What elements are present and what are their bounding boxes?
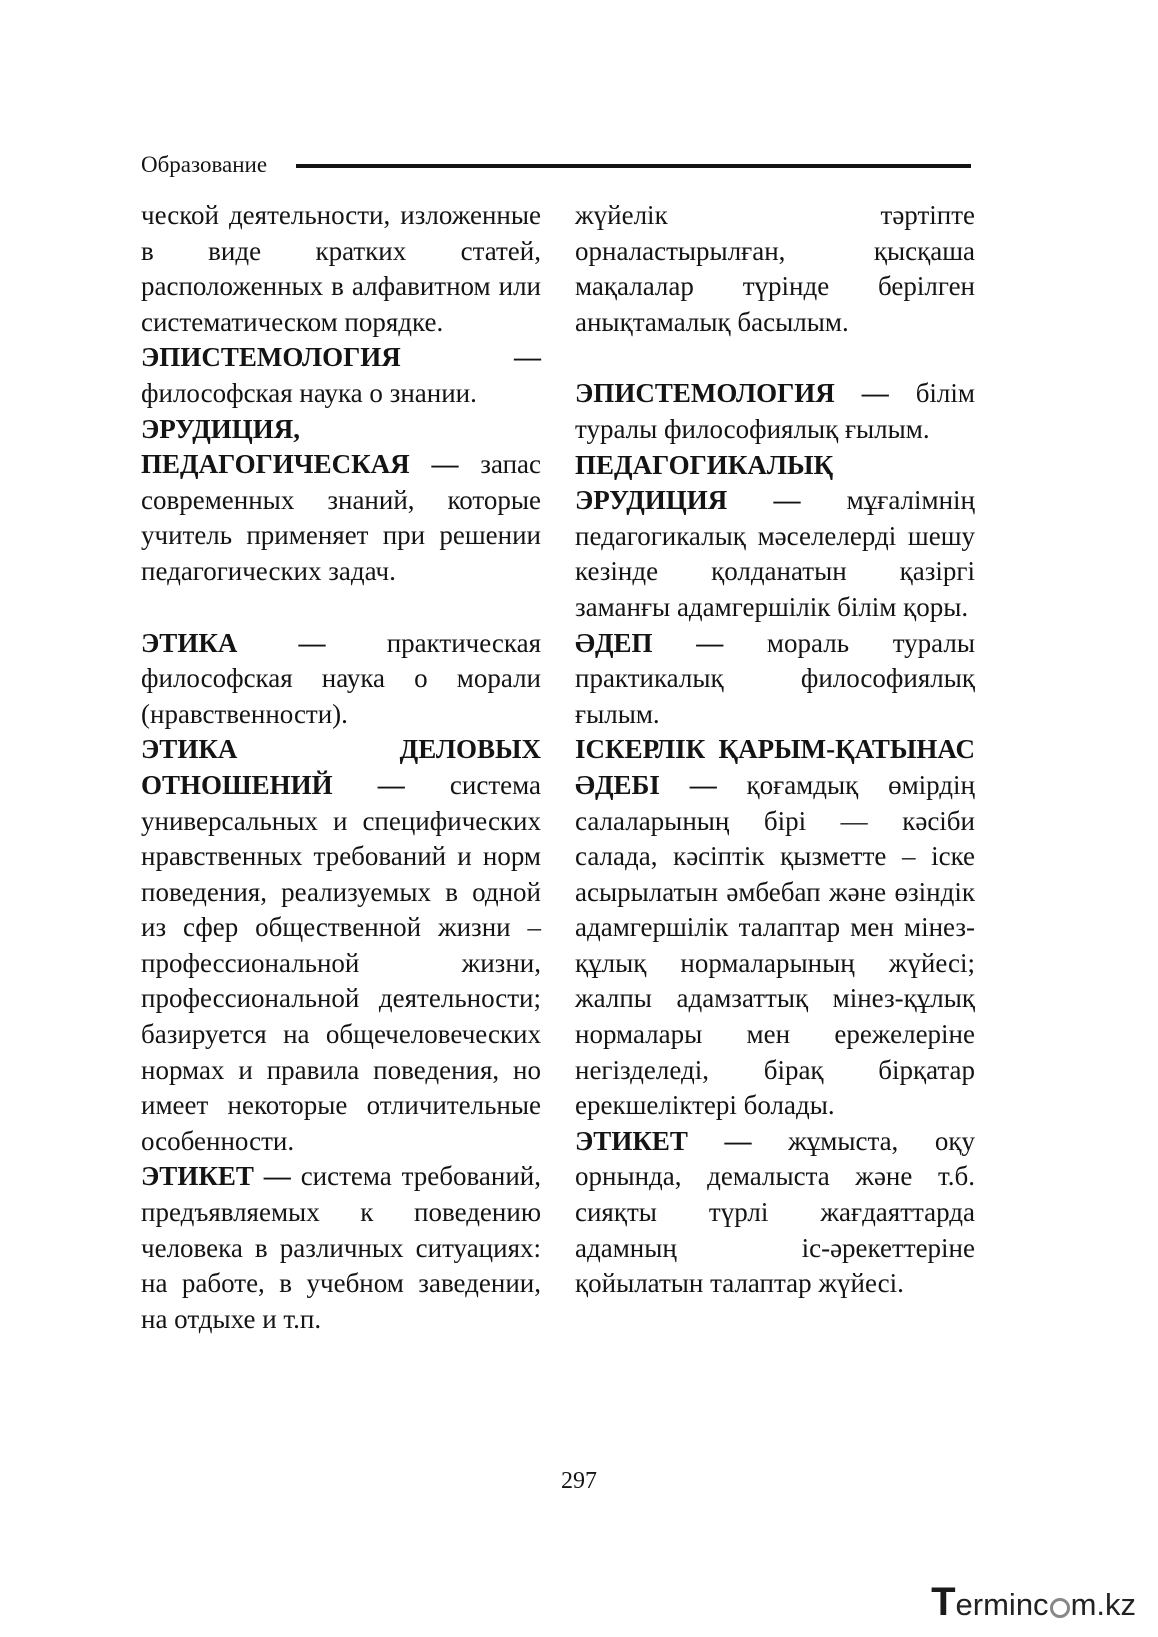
entry-definition: система универсальных и специфических нравственных требований и норм поведения, реализуемых в одной из сфер общественной жизни – профессиональной жизни, профессиональной деятельности; базируется на общечеловеческих нормах и правила поведения, но имеет некоторые отличительные особенности. [141, 769, 541, 1156]
entry-term: ЭРУДИЦИЯ, ПЕДАГОГИЧЕСКАЯ — [141, 413, 459, 480]
entry-term: ЭПИСТЕМОЛОГИЯ — [141, 342, 541, 373]
entry-term: ІСКЕРЛІК ҚАРЫМ-ҚАТЫНАС ӘДЕБІ — [575, 734, 975, 800]
watermark-domain: m.kz [1070, 1587, 1136, 1622]
entry-definition: философская наука о знании. [141, 377, 477, 408]
entry-definition: білім туралы философиялық ғылым. [575, 378, 975, 444]
running-header [141, 148, 971, 182]
continuation-text: жүйелік тәртіпте орналастырылған, қысқаша мақалалар түрінде берілген анықтамалық басылым. [575, 200, 975, 337]
entry-epistemology [141, 340, 541, 411]
entry-term: ӘДЕП — [575, 627, 724, 658]
watermark-first-letter: T [931, 1580, 956, 1624]
entry-business-ethics [141, 732, 541, 1159]
entry-ethics [141, 626, 541, 733]
left-column-russian [141, 198, 541, 1337]
entry-etiquette [141, 1159, 541, 1337]
entry-term: ПЕДАГОГИКАЛЫҚ ЭРУДИЦИЯ — [575, 449, 834, 516]
entry-business-ethics [575, 732, 975, 1124]
entry-term: ЭТИКА — [141, 627, 326, 658]
magnifier-icon [1050, 1598, 1070, 1618]
entry-definition: система требований, предъявляемых к поведению человека в различных ситуациях: на работе, в учебном заведении, на отдыхе и т.п. [141, 1161, 541, 1334]
entry-pedagogical-erudition [575, 448, 975, 626]
entry-definition: мұғалімнің педагогикалық мәселелерді шешу кезінде қолданатын қазіргі заманғы адамгершілік білім қоры. [575, 485, 976, 622]
entry-term: ЭТИКЕТ — [141, 1161, 291, 1192]
entry-pedagogical-erudition [141, 412, 541, 590]
entry-term: ЭТИКА ДЕЛОВЫХ ОТНОШЕНИЙ — [141, 734, 541, 800]
right-column-kazakh [575, 198, 975, 1302]
entry-etiquette [575, 1124, 975, 1302]
page-number: 297 [561, 1468, 597, 1494]
entry-definition: жұмыста, оқу орнында, демалыста және т.б. сияқты түрлі жағдаяттарда адамның іс-әрекеттеріне қойылатын талаптар жүйесі. [575, 1125, 975, 1299]
entry-term: ЭТИКЕТ — [575, 1125, 752, 1156]
entry-definition: қоғамдық өмірдің салаларының бірі — кәсіби салада, кәсіптік қызметте – іске асырылатын әмбебап және өзіндік адамгершілік талаптар мен мінез-құлық нормаларының жүйесі; жалпы адамзаттық мінез-құлық нормалары мен ережелеріне негізделеді, бірақ бірқатар ерекшеліктері болады. [575, 769, 975, 1121]
watermark-text: erminc [955, 1587, 1049, 1622]
entry-ethics [575, 626, 975, 733]
entry-epistemology [575, 376, 975, 447]
entry-definition: практическая философская наука о морали (нравственности). [141, 627, 541, 729]
continuation-text: ческой деятельности, изложенные в виде кратких статей, расположенных в алфавитном или систематическом порядке. [141, 200, 541, 337]
termincom-watermark [931, 1582, 1136, 1625]
entry-definition: мораль туралы практикалық философиялық ғылым. [575, 627, 975, 729]
entry-term: ЭПИСТЕМОЛОГИЯ — [575, 378, 889, 409]
section-title: Образование [141, 148, 273, 182]
header-rule [296, 164, 971, 168]
entry-definition: запас современных знаний, которые учитель применяет при решении педагогических задач. [141, 449, 541, 586]
